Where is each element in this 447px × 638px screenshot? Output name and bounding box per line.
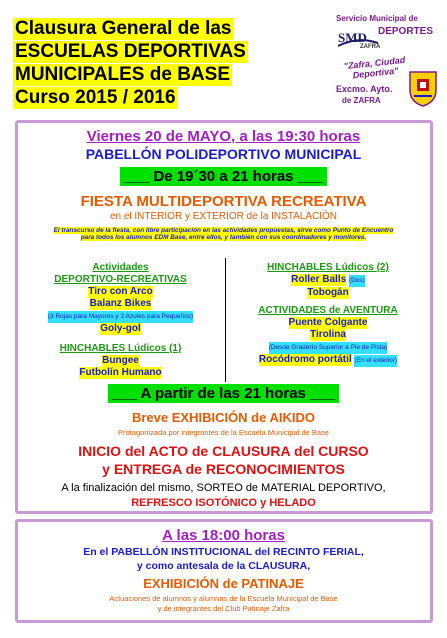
- smd-logo: [300, 10, 440, 110]
- activities-left-column: [18, 262, 223, 379]
- logo-swoosh-icon: [338, 38, 381, 50]
- aikido-subtitle: Protagonizada por integrantes de la Escuela Municipal de Base: [118, 428, 329, 437]
- tirolina-note: (Desde Graderío Superior a Pie de Pista): [269, 342, 388, 354]
- logo-line-2: DEPORTES: [378, 26, 434, 37]
- title-line-2: ESCUELAS DEPORTIVAS: [15, 41, 246, 62]
- note-line-2: para todos los alumnos EDM Base, entre ellos, y también con sus coordinadores y monitores.: [80, 234, 367, 241]
- activities-right-column: [228, 262, 428, 367]
- column-divider: [225, 258, 226, 382]
- skating-sub-2: y de integrantes del Club Patinaje Zafra: [157, 604, 290, 613]
- skating-time: A las 18:00 horas: [162, 527, 285, 544]
- note-block: [0, 227, 447, 241]
- note-line-1: El transcurso de la fiesta, con libre participación en las actividades propuestas, sirve como Punto de Encuentro: [53, 227, 394, 234]
- logo-ayto: Excmo. Ayto.: [336, 84, 393, 94]
- activity-tiro: Tiro con Arco: [88, 286, 153, 297]
- logo-acronym: SMD: [338, 30, 367, 45]
- time-bar-1-label: ___ De 19´30 a 21 horas ___: [120, 167, 326, 186]
- activity-puente: Puente Colgante: [288, 317, 368, 328]
- activity-roller: Roller Balls: [291, 274, 347, 285]
- sorteo-line-1: A la finalización del mismo, SORTEO de MATERIAL DEPORTIVO,: [61, 482, 386, 494]
- balanz-note: (3 Rojas para Mayores y 2 Azules para Pequeños): [48, 311, 193, 323]
- time-bar-2-label: ___ A partir de las 21 horas ___: [108, 384, 339, 403]
- fiesta-subtitle: en el INTERIOR y EXTERIOR de la INSTALACIÓN: [109, 211, 338, 222]
- acto-line-1: INICIO del ACTO de CLAUSURA del CURSO: [78, 443, 369, 459]
- aikido-title: Breve EXHIBICIÓN de AIKIDO: [131, 410, 315, 425]
- sorteo-line-2: REFRESCO ISOTÓNICO y HELADO: [131, 497, 316, 509]
- rocodromo-note: (En el exterior): [354, 355, 397, 367]
- hinchables-1-head: HINCHABLES Lúdicos (1): [59, 343, 182, 354]
- title-line-4: Curso 2015 / 2016: [15, 87, 176, 108]
- title-line-3: MUNICIPALES de BASE: [15, 64, 231, 85]
- logo-slogan: "Zafra, Ciudad Deportiva": [343, 54, 406, 81]
- roller-note: (Dos): [349, 275, 365, 287]
- activity-tirolina: Tirolina: [310, 329, 346, 340]
- title-block: [13, 18, 283, 110]
- zafra-shield-icon: [408, 70, 438, 108]
- hinchables-2-head: HINCHABLES Lúdicos (2): [267, 262, 389, 273]
- left-head-2: DEPORTIVO-RECREATIVAS: [54, 274, 187, 285]
- activity-balanz: Balanz Bikes: [89, 298, 152, 309]
- time-bar-2: [0, 384, 447, 403]
- logo-line-1: Servicio Municipal de: [336, 14, 418, 23]
- skating-sub-1: Actuaciones de alumnos y alumnas de la Escuela Municipal de Base: [109, 594, 338, 603]
- date-line: Viernes 20 de MAYO, a las 19:30 horas: [86, 128, 361, 145]
- skating-title: EXHIBICIÓN de PATINAJE: [143, 576, 304, 591]
- acto-line-2: y ENTREGA de RECONOCIMIENTOS: [102, 461, 345, 477]
- activity-rocodromo: Rocódromo portátil: [258, 354, 352, 365]
- aventura-head: ACTIVIDADES de AVENTURA: [258, 305, 398, 316]
- skating-venue-1: En el PABELLÓN INSTITUCIONAL del RECINTO FERIAL,: [83, 546, 364, 558]
- activity-tobogan: Tobogán: [307, 287, 349, 298]
- skating-venue-2: y como antesala de la CLAUSURA,: [136, 560, 311, 572]
- fiesta-title: FIESTA MULTIDEPORTIVA RECREATIVA: [80, 193, 367, 210]
- activity-futbolin: Futbolín Humano: [79, 367, 162, 378]
- logo-ayto-2: de ZAFRA: [342, 96, 381, 105]
- activity-bungee: Bungee: [102, 355, 139, 366]
- title-line-1: Clausura General de las: [15, 18, 232, 39]
- venue: PABELLÓN POLIDEPORTIVO MUNICIPAL: [85, 146, 362, 162]
- time-bar-1: [0, 167, 447, 186]
- logo-zafra: ZAFRA: [360, 44, 381, 50]
- left-head-1: Actividades: [92, 262, 149, 273]
- activity-goly: Goly-gol: [100, 323, 141, 334]
- header: [0, 0, 447, 112]
